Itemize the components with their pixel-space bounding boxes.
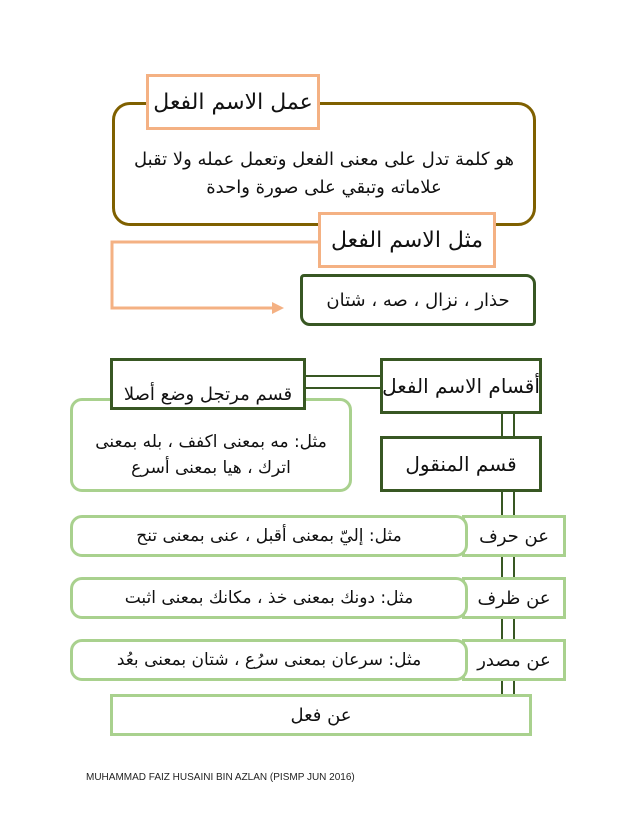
from-verb-box bbox=[110, 694, 532, 736]
original-example-line-2: اترك ، هيا بمعنى أسرع bbox=[131, 458, 291, 478]
row-example: مثل: إليّ بمعنى أقبل ، عنى بمعنى تنح bbox=[136, 526, 402, 546]
definition-line-1: هو كلمة تدل على معنى الفعل وتعمل عمله ولا تقبل bbox=[133, 149, 515, 170]
transferred-box bbox=[380, 436, 542, 492]
row-label-box bbox=[462, 515, 566, 557]
example-title-box bbox=[318, 212, 496, 268]
original-example-box bbox=[70, 398, 352, 492]
example-title: مثل الاسم الفعل bbox=[330, 227, 484, 253]
row-example-box bbox=[70, 515, 468, 557]
definition-line-2: علاماته وتبقي على صورة واحدة bbox=[206, 177, 442, 198]
page-title: عمل الاسم الفعل bbox=[153, 89, 313, 115]
from-verb-label: عن فعل bbox=[290, 704, 352, 726]
examples-text: حذار ، نزال ، صه ، شتان bbox=[326, 289, 510, 311]
row-label-box bbox=[462, 639, 566, 681]
row-label: عن ظرف bbox=[477, 587, 551, 609]
original-box bbox=[110, 358, 306, 410]
divisions-title: أقسام الاسم الفعل bbox=[382, 374, 540, 398]
footer-credit: MUHAMMAD FAIZ HUSAINI BIN AZLAN (PISMP JUN 2016) bbox=[86, 772, 355, 783]
original-label: قسم مرتجل وضع أصلا bbox=[123, 384, 293, 405]
original-example-line-1: مثل: مه بمعنى اكفف ، بله بمعنى bbox=[95, 432, 327, 452]
examples-scroll bbox=[300, 274, 536, 326]
row-example-box bbox=[70, 577, 468, 619]
row-label: عن مصدر bbox=[477, 649, 551, 671]
row-example: مثل: سرعان بمعنى سرُع ، شتان بمعنى بعُد bbox=[116, 650, 422, 670]
arrow-head-icon bbox=[272, 302, 284, 314]
transferred-label: قسم المنقول bbox=[405, 452, 517, 476]
row-label-box bbox=[462, 577, 566, 619]
row-example-box bbox=[70, 639, 468, 681]
title-box bbox=[146, 74, 320, 130]
peach-connector bbox=[112, 242, 318, 308]
divisions-box bbox=[380, 358, 542, 414]
row-example: مثل: دونك بمعنى خذ ، مكانك بمعنى اثبت bbox=[124, 588, 414, 608]
row-label: عن حرف bbox=[479, 525, 549, 547]
